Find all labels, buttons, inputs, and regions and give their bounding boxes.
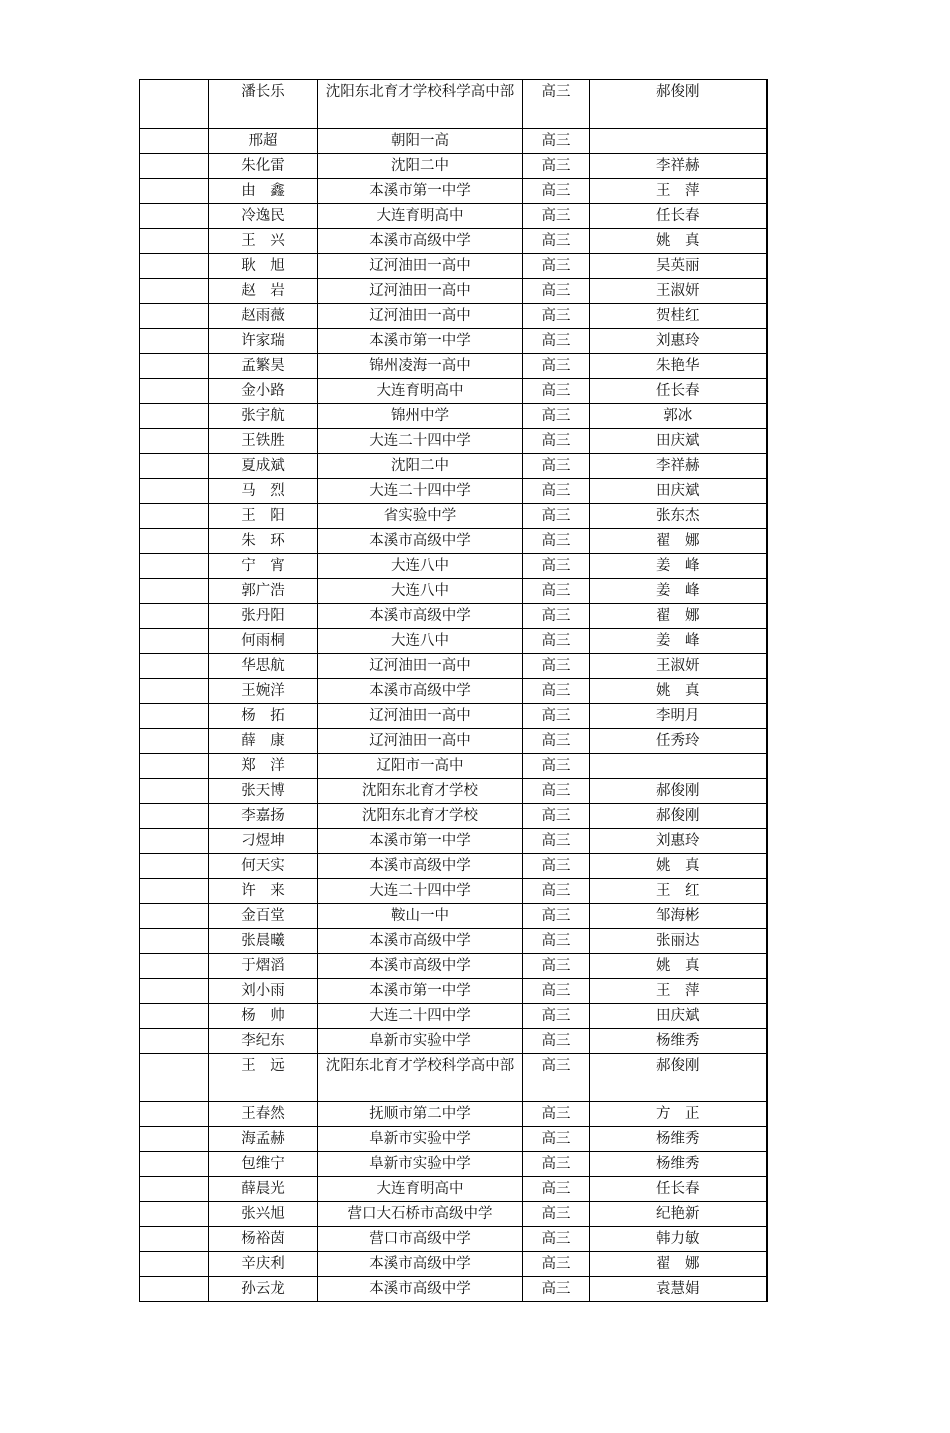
table-row: [140, 1177, 767, 1202]
grade-cell: 高三: [523, 528, 590, 553]
grade-cell: 高三: [523, 628, 590, 653]
grade-cell: 高三: [523, 228, 590, 253]
table-row: [140, 653, 767, 678]
index-cell: [140, 1053, 209, 1102]
teacher-cell: 郭冰: [590, 403, 767, 428]
school-cell: 锦州凌海一高中: [318, 353, 523, 378]
school-cell: 朝阳一高: [318, 128, 523, 153]
grade-cell: 高三: [523, 1252, 590, 1277]
teacher-cell: 张丽达: [590, 928, 767, 953]
index-cell: [140, 978, 209, 1003]
table-row: [140, 628, 767, 653]
grade-cell: 高三: [523, 653, 590, 678]
index-cell: [140, 1252, 209, 1277]
grade-cell: 高三: [523, 178, 590, 203]
school-cell: 大连八中: [318, 628, 523, 653]
teacher-cell: 姜 峰: [590, 628, 767, 653]
grade-cell: 高三: [523, 453, 590, 478]
school-cell: 大连二十四中学: [318, 1003, 523, 1028]
grade-cell: 高三: [523, 678, 590, 703]
index-cell: [140, 178, 209, 203]
student-name-cell: 华思航: [209, 653, 318, 678]
teacher-cell: 姜 峰: [590, 578, 767, 603]
table-row: [140, 978, 767, 1003]
index-cell: [140, 853, 209, 878]
teacher-cell: 任秀玲: [590, 728, 767, 753]
grade-cell: 高三: [523, 153, 590, 178]
grade-cell: 高三: [523, 128, 590, 153]
grade-cell: 高三: [523, 1277, 590, 1302]
teacher-cell: 王 萍: [590, 978, 767, 1003]
student-name-cell: 金百堂: [209, 903, 318, 928]
table-row: [140, 80, 767, 129]
student-name-cell: 杨 拓: [209, 703, 318, 728]
grade-cell: 高三: [523, 578, 590, 603]
index-cell: [140, 353, 209, 378]
index-cell: [140, 328, 209, 353]
teacher-cell: 吴英丽: [590, 253, 767, 278]
grade-cell: 高三: [523, 403, 590, 428]
grade-cell: 高三: [523, 1102, 590, 1127]
table-row: [140, 328, 767, 353]
table-row: [140, 553, 767, 578]
student-name-cell: 孟繁昊: [209, 353, 318, 378]
school-cell: 沈阳二中: [318, 153, 523, 178]
index-cell: [140, 903, 209, 928]
teacher-cell: 郝俊刚: [590, 778, 767, 803]
teacher-cell: 翟 娜: [590, 603, 767, 628]
school-cell: 沈阳二中: [318, 453, 523, 478]
student-name-cell: 王 兴: [209, 228, 318, 253]
index-cell: [140, 703, 209, 728]
table-row: [140, 378, 767, 403]
index-cell: [140, 653, 209, 678]
student-name-cell: 张晨曦: [209, 928, 318, 953]
student-name-cell: 何雨桐: [209, 628, 318, 653]
school-cell: 本溪市高级中学: [318, 1252, 523, 1277]
table-row: [140, 178, 767, 203]
index-cell: [140, 828, 209, 853]
teacher-cell: 王 萍: [590, 178, 767, 203]
school-cell: 本溪市第一中学: [318, 178, 523, 203]
teacher-cell: 邹海彬: [590, 903, 767, 928]
grade-cell: 高三: [523, 728, 590, 753]
school-cell: 本溪市高级中学: [318, 528, 523, 553]
grade-cell: 高三: [523, 278, 590, 303]
index-cell: [140, 803, 209, 828]
school-cell: 沈阳东北育才学校科学高中部: [318, 1053, 523, 1102]
table-row: [140, 1127, 767, 1152]
student-name-cell: 杨 帅: [209, 1003, 318, 1028]
school-cell: 沈阳东北育才学校科学高中部: [318, 80, 523, 129]
roster-table: [139, 79, 768, 1302]
school-cell: 大连二十四中学: [318, 878, 523, 903]
grade-cell: 高三: [523, 878, 590, 903]
index-cell: [140, 878, 209, 903]
index-cell: [140, 1152, 209, 1177]
table-row: [140, 1102, 767, 1127]
grade-cell: 高三: [523, 478, 590, 503]
index-cell: [140, 503, 209, 528]
index-cell: [140, 1277, 209, 1302]
index-cell: [140, 80, 209, 129]
teacher-cell: 贺桂红: [590, 303, 767, 328]
teacher-cell: 王 红: [590, 878, 767, 903]
teacher-cell: 李祥赫: [590, 453, 767, 478]
grade-cell: 高三: [523, 1003, 590, 1028]
school-cell: 本溪市高级中学: [318, 678, 523, 703]
teacher-cell: 刘惠玲: [590, 328, 767, 353]
student-name-cell: 王婉洋: [209, 678, 318, 703]
index-cell: [140, 528, 209, 553]
table-row: [140, 728, 767, 753]
student-name-cell: 张天博: [209, 778, 318, 803]
table-row: [140, 1227, 767, 1252]
teacher-cell: 姚 真: [590, 853, 767, 878]
teacher-cell: 田庆斌: [590, 428, 767, 453]
index-cell: [140, 728, 209, 753]
school-cell: 沈阳东北育才学校: [318, 778, 523, 803]
school-cell: 锦州中学: [318, 403, 523, 428]
teacher-cell: 姚 真: [590, 228, 767, 253]
grade-cell: 高三: [523, 503, 590, 528]
table-row: [140, 478, 767, 503]
table-row: [140, 853, 767, 878]
table-row: [140, 578, 767, 603]
teacher-cell: 韩力敏: [590, 1227, 767, 1252]
table-row: [140, 603, 767, 628]
student-name-cell: 王 远: [209, 1053, 318, 1102]
table-row: [140, 203, 767, 228]
school-cell: 辽河油田一高中: [318, 253, 523, 278]
table-row: [140, 1028, 767, 1053]
school-cell: 阜新市实验中学: [318, 1028, 523, 1053]
school-cell: 本溪市高级中学: [318, 228, 523, 253]
teacher-cell: 任长春: [590, 1177, 767, 1202]
teacher-cell: 李明月: [590, 703, 767, 728]
teacher-cell: 王淑妍: [590, 653, 767, 678]
index-cell: [140, 128, 209, 153]
index-cell: [140, 428, 209, 453]
table-row: [140, 953, 767, 978]
index-cell: [140, 1127, 209, 1152]
student-name-cell: 赵雨薇: [209, 303, 318, 328]
school-cell: 本溪市高级中学: [318, 853, 523, 878]
teacher-cell: 杨维秀: [590, 1028, 767, 1053]
table-row: [140, 1053, 767, 1102]
student-name-cell: 耿 旭: [209, 253, 318, 278]
grade-cell: 高三: [523, 703, 590, 728]
student-name-cell: 许家瑞: [209, 328, 318, 353]
teacher-cell: 杨维秀: [590, 1127, 767, 1152]
table-row: [140, 1202, 767, 1227]
school-cell: 大连八中: [318, 553, 523, 578]
school-cell: 辽阳市一高中: [318, 753, 523, 778]
grade-cell: 高三: [523, 253, 590, 278]
grade-cell: 高三: [523, 428, 590, 453]
index-cell: [140, 1177, 209, 1202]
school-cell: 辽河油田一高中: [318, 728, 523, 753]
grade-cell: 高三: [523, 1202, 590, 1227]
grade-cell: 高三: [523, 928, 590, 953]
student-name-cell: 邢超: [209, 128, 318, 153]
grade-cell: 高三: [523, 1152, 590, 1177]
index-cell: [140, 253, 209, 278]
teacher-cell: 杨维秀: [590, 1152, 767, 1177]
school-cell: 大连育明高中: [318, 378, 523, 403]
teacher-cell: 任长春: [590, 378, 767, 403]
student-name-cell: 夏成斌: [209, 453, 318, 478]
teacher-cell: 李祥赫: [590, 153, 767, 178]
school-cell: 大连八中: [318, 578, 523, 603]
student-name-cell: 朱 环: [209, 528, 318, 553]
table-row: [140, 153, 767, 178]
grade-cell: 高三: [523, 553, 590, 578]
table-row: [140, 453, 767, 478]
index-cell: [140, 928, 209, 953]
grade-cell: 高三: [523, 80, 590, 129]
student-name-cell: 刘小雨: [209, 978, 318, 1003]
table-row: [140, 828, 767, 853]
student-name-cell: 何天实: [209, 853, 318, 878]
school-cell: 辽河油田一高中: [318, 303, 523, 328]
index-cell: [140, 1202, 209, 1227]
teacher-cell: 郝俊刚: [590, 1053, 767, 1102]
table-row: [140, 678, 767, 703]
grade-cell: 高三: [523, 1127, 590, 1152]
grade-cell: 高三: [523, 828, 590, 853]
table-row: [140, 428, 767, 453]
index-cell: [140, 1003, 209, 1028]
index-cell: [140, 778, 209, 803]
grade-cell: 高三: [523, 978, 590, 1003]
grade-cell: 高三: [523, 378, 590, 403]
table-row: [140, 903, 767, 928]
school-cell: 本溪市第一中学: [318, 328, 523, 353]
teacher-cell: [590, 128, 767, 153]
grade-cell: 高三: [523, 803, 590, 828]
teacher-cell: 翟 娜: [590, 1252, 767, 1277]
grade-cell: 高三: [523, 1177, 590, 1202]
table-row: [140, 303, 767, 328]
index-cell: [140, 603, 209, 628]
student-name-cell: 王 阳: [209, 503, 318, 528]
teacher-cell: [590, 753, 767, 778]
school-cell: 鞍山一中: [318, 903, 523, 928]
grade-cell: 高三: [523, 603, 590, 628]
table-row: [140, 253, 767, 278]
school-cell: 大连二十四中学: [318, 478, 523, 503]
table-row: [140, 403, 767, 428]
teacher-cell: 田庆斌: [590, 478, 767, 503]
teacher-cell: 纪艳新: [590, 1202, 767, 1227]
student-name-cell: 辛庆利: [209, 1252, 318, 1277]
teacher-cell: 任长春: [590, 203, 767, 228]
school-cell: 营口市高级中学: [318, 1227, 523, 1252]
table-row: [140, 778, 767, 803]
table-row: [140, 528, 767, 553]
school-cell: 营口大石桥市高级中学: [318, 1202, 523, 1227]
index-cell: [140, 553, 209, 578]
student-name-cell: 张丹阳: [209, 603, 318, 628]
table-row: [140, 1003, 767, 1028]
table-row: [140, 1277, 767, 1302]
student-name-cell: 李纪东: [209, 1028, 318, 1053]
grade-cell: 高三: [523, 353, 590, 378]
school-cell: 抚顺市第二中学: [318, 1102, 523, 1127]
grade-cell: 高三: [523, 903, 590, 928]
grade-cell: 高三: [523, 1227, 590, 1252]
table-row: [140, 803, 767, 828]
teacher-cell: 朱艳华: [590, 353, 767, 378]
school-cell: 省实验中学: [318, 503, 523, 528]
teacher-cell: 王淑妍: [590, 278, 767, 303]
grade-cell: 高三: [523, 778, 590, 803]
index-cell: [140, 403, 209, 428]
student-name-cell: 海孟赫: [209, 1127, 318, 1152]
student-name-cell: 张宇航: [209, 403, 318, 428]
table-row: [140, 353, 767, 378]
school-cell: 大连育明高中: [318, 1177, 523, 1202]
table-row: [140, 503, 767, 528]
school-cell: 本溪市高级中学: [318, 928, 523, 953]
teacher-cell: 姚 真: [590, 678, 767, 703]
teacher-cell: 袁慧娟: [590, 1277, 767, 1302]
student-name-cell: 张兴旭: [209, 1202, 318, 1227]
teacher-cell: 姚 真: [590, 953, 767, 978]
index-cell: [140, 678, 209, 703]
index-cell: [140, 1102, 209, 1127]
teacher-cell: 刘惠玲: [590, 828, 767, 853]
student-name-cell: 王春然: [209, 1102, 318, 1127]
teacher-cell: 郝俊刚: [590, 80, 767, 129]
school-cell: 辽河油田一高中: [318, 703, 523, 728]
student-name-cell: 冷逸民: [209, 203, 318, 228]
school-cell: 本溪市高级中学: [318, 953, 523, 978]
index-cell: [140, 1028, 209, 1053]
teacher-cell: 郝俊刚: [590, 803, 767, 828]
student-name-cell: 马 烈: [209, 478, 318, 503]
table-row: [140, 928, 767, 953]
grade-cell: 高三: [523, 753, 590, 778]
student-name-cell: 王铁胜: [209, 428, 318, 453]
student-name-cell: 朱化雷: [209, 153, 318, 178]
table-row: [140, 1152, 767, 1177]
table-row: [140, 278, 767, 303]
index-cell: [140, 478, 209, 503]
student-name-cell: 宁 宵: [209, 553, 318, 578]
grade-cell: 高三: [523, 1028, 590, 1053]
student-name-cell: 杨裕茵: [209, 1227, 318, 1252]
student-name-cell: 赵 岩: [209, 278, 318, 303]
index-cell: [140, 453, 209, 478]
table-row: [140, 703, 767, 728]
school-cell: 本溪市高级中学: [318, 1277, 523, 1302]
student-name-cell: 许 来: [209, 878, 318, 903]
student-name-cell: 由 鑫: [209, 178, 318, 203]
student-name-cell: 金小路: [209, 378, 318, 403]
student-name-cell: 郑 洋: [209, 753, 318, 778]
table-row: [140, 228, 767, 253]
grade-cell: 高三: [523, 203, 590, 228]
school-cell: 本溪市第一中学: [318, 828, 523, 853]
student-name-cell: 包维宁: [209, 1152, 318, 1177]
student-name-cell: 潘长乐: [209, 80, 318, 129]
school-cell: 辽河油田一高中: [318, 653, 523, 678]
grade-cell: 高三: [523, 1053, 590, 1102]
index-cell: [140, 228, 209, 253]
teacher-cell: 张东杰: [590, 503, 767, 528]
grade-cell: 高三: [523, 303, 590, 328]
student-name-cell: 薛 康: [209, 728, 318, 753]
student-name-cell: 郭广浩: [209, 578, 318, 603]
index-cell: [140, 303, 209, 328]
index-cell: [140, 628, 209, 653]
index-cell: [140, 753, 209, 778]
teacher-cell: 方 正: [590, 1102, 767, 1127]
student-name-cell: 薛晨光: [209, 1177, 318, 1202]
index-cell: [140, 203, 209, 228]
teacher-cell: 田庆斌: [590, 1003, 767, 1028]
student-name-cell: 于熠滔: [209, 953, 318, 978]
school-cell: 阜新市实验中学: [318, 1152, 523, 1177]
school-cell: 辽河油田一高中: [318, 278, 523, 303]
teacher-cell: 姜 峰: [590, 553, 767, 578]
teacher-cell: 翟 娜: [590, 528, 767, 553]
table-row: [140, 753, 767, 778]
table-row: [140, 878, 767, 903]
roster-body: [140, 80, 767, 1302]
school-cell: 大连育明高中: [318, 203, 523, 228]
grade-cell: 高三: [523, 853, 590, 878]
grade-cell: 高三: [523, 328, 590, 353]
index-cell: [140, 153, 209, 178]
index-cell: [140, 1227, 209, 1252]
table-row: [140, 1252, 767, 1277]
index-cell: [140, 378, 209, 403]
index-cell: [140, 578, 209, 603]
school-cell: 阜新市实验中学: [318, 1127, 523, 1152]
index-cell: [140, 953, 209, 978]
school-cell: 沈阳东北育才学校: [318, 803, 523, 828]
student-name-cell: 李嘉扬: [209, 803, 318, 828]
school-cell: 本溪市第一中学: [318, 978, 523, 1003]
school-cell: 大连二十四中学: [318, 428, 523, 453]
grade-cell: 高三: [523, 953, 590, 978]
student-name-cell: 孙云龙: [209, 1277, 318, 1302]
school-cell: 本溪市高级中学: [318, 603, 523, 628]
index-cell: [140, 278, 209, 303]
table-row: [140, 128, 767, 153]
student-name-cell: 刁煜坤: [209, 828, 318, 853]
